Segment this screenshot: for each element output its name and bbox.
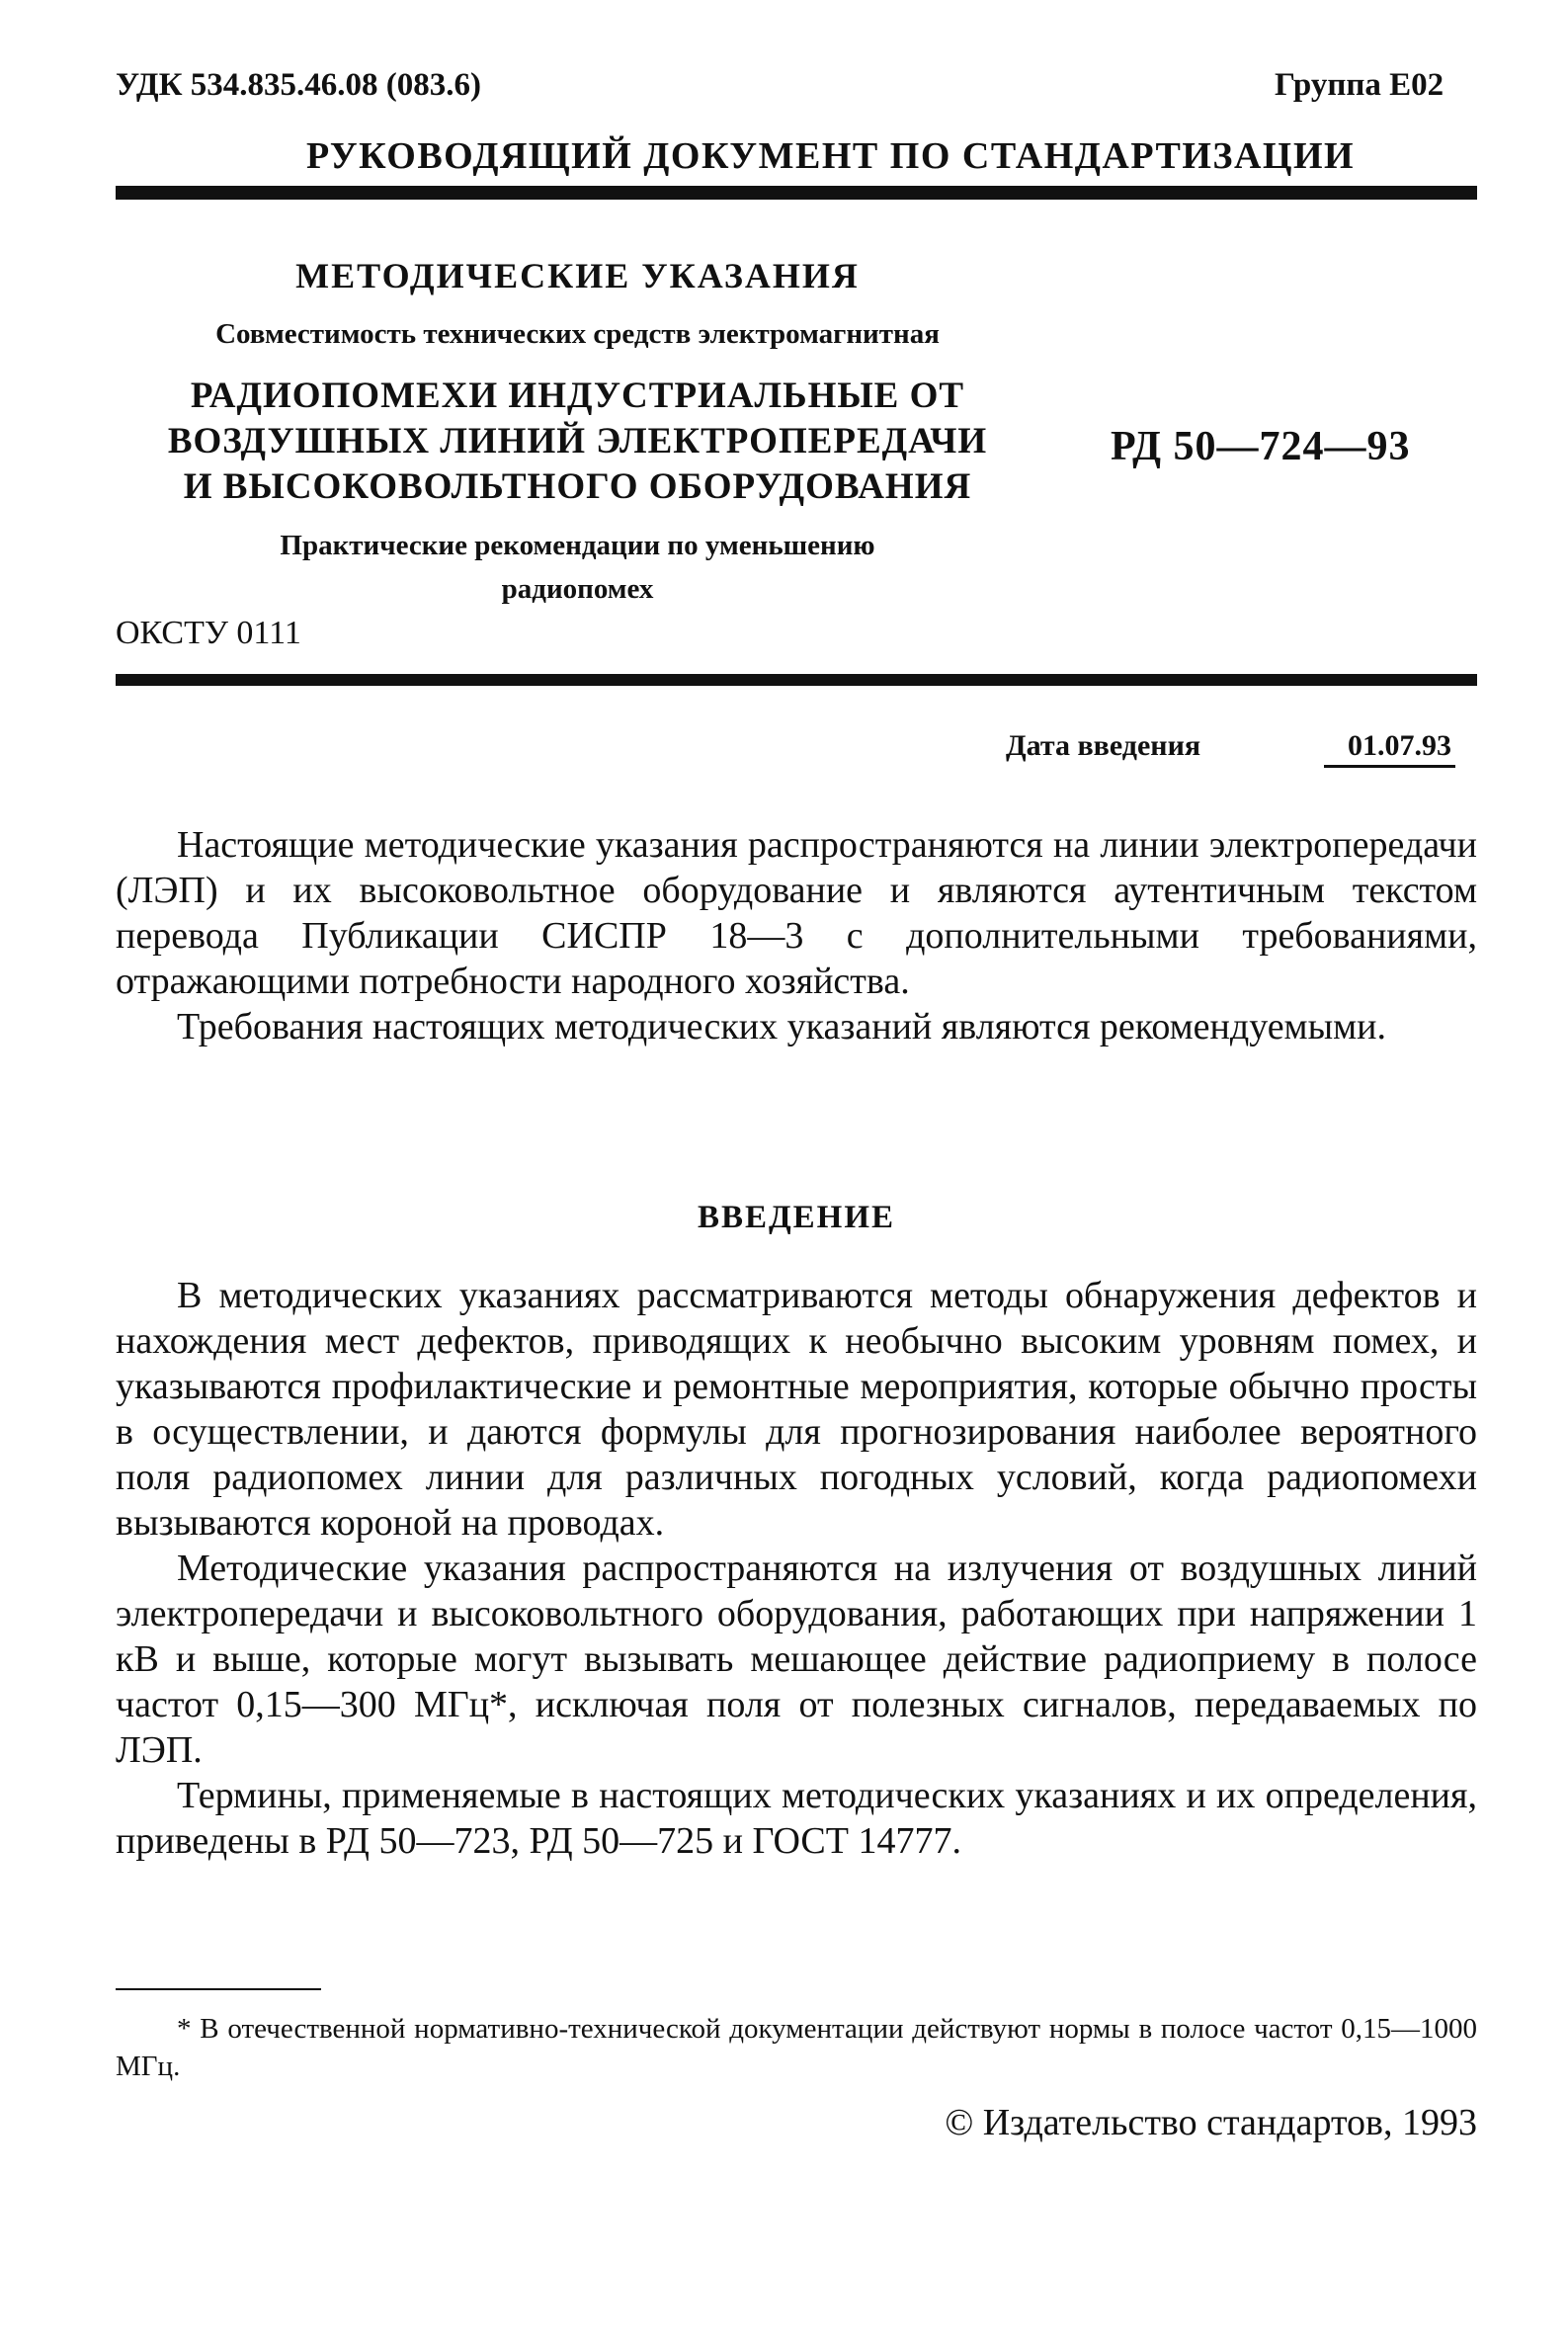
document-subtitle	[116, 524, 1039, 611]
top-rule	[116, 186, 1477, 200]
document-title	[116, 374, 1039, 510]
date-label: Дата введения	[1006, 729, 1201, 762]
document-number: РД 50—724—93	[1111, 424, 1411, 469]
group-code: Группа Е02	[1275, 67, 1444, 103]
okstu-code: ОКСТУ 0111	[116, 615, 301, 651]
document-type-heading: РУКОВОДЯЩИЙ ДОКУМЕНТ ПО СТАНДАРТИЗАЦИИ	[306, 135, 1356, 177]
title-line: РАДИОПОМЕХИ ИНДУСТРИАЛЬНЫЕ ОТ	[190, 376, 965, 416]
middle-rule	[116, 674, 1477, 686]
methodical-guidelines-heading: МЕТОДИЧЕСКИЕ УКАЗАНИЯ	[295, 256, 860, 295]
compatibility-line: Совместимость технических средств электромагнитная	[215, 318, 940, 350]
intro-text	[116, 822, 1477, 1049]
subtitle-line: Практические рекомендации по уменьшению	[280, 530, 875, 561]
paragraph: Настоящие методические указания распространяются на линии электропередачи (ЛЭП) и их высоковольтное оборудование и являются аутентичным текстом перевода Публикации СИСПР 18—3 с дополнительными требованиями, отражающими потребности народного хозяйства.	[116, 824, 1477, 1002]
section-body	[116, 1273, 1477, 1864]
paragraph: Требования настоящих методических указаний являются рекомендуемыми.	[177, 1006, 1387, 1047]
section-heading: ВВЕДЕНИЕ	[697, 1200, 896, 1235]
title-line: ВОЗДУШНЫХ ЛИНИЙ ЭЛЕКТРОПЕРЕДАЧИ	[167, 421, 988, 461]
paragraph: В методических указаниях рассматриваются методы обнаружения дефектов и нахождения мест дефектов, приводящих к необычно высоким уровням помех, и указываются профилактические и ремонтные мероприятия, которые обычно просты в осуществлении, и даются формулы для прогнозирования наиболее вероятного поля радиопомех линии для различных погодных условий, когда радиопомехи вызываются короной на проводах.	[116, 1275, 1477, 1544]
copyright: © Издательство стандартов, 1993	[945, 2102, 1477, 2143]
title-line: И ВЫСОКОВОЛЬТНОГО ОБОРУДОВАНИЯ	[183, 466, 972, 507]
footnote-rule	[116, 1988, 321, 1990]
udk-code: УДК 534.835.46.08 (083.6)	[116, 67, 481, 103]
footnote: * В отечественной нормативно-технической документации действуют нормы в полосе частот 0,15—1000 МГц.	[116, 2013, 1477, 2082]
date-value: 01.07.93	[1324, 729, 1455, 768]
paragraph: Термины, применяемые в настоящих методических указаниях и их определения, приведены в РД 50—723, РД 50—725 и ГОСТ 14777.	[116, 1775, 1477, 1862]
paragraph: Методические указания распространяются на излучения от воздушных линий электропередачи и высоковольтного оборудования, работающих при напряжении 1 кВ и выше, которые могут вызывать мешающее действие радиоприему в полосе частот 0,15—300 МГц*, исключая поля от полезных сигналов, передаваемых по ЛЭП.	[116, 1548, 1477, 1771]
subtitle-line: радиопомех	[501, 573, 654, 605]
